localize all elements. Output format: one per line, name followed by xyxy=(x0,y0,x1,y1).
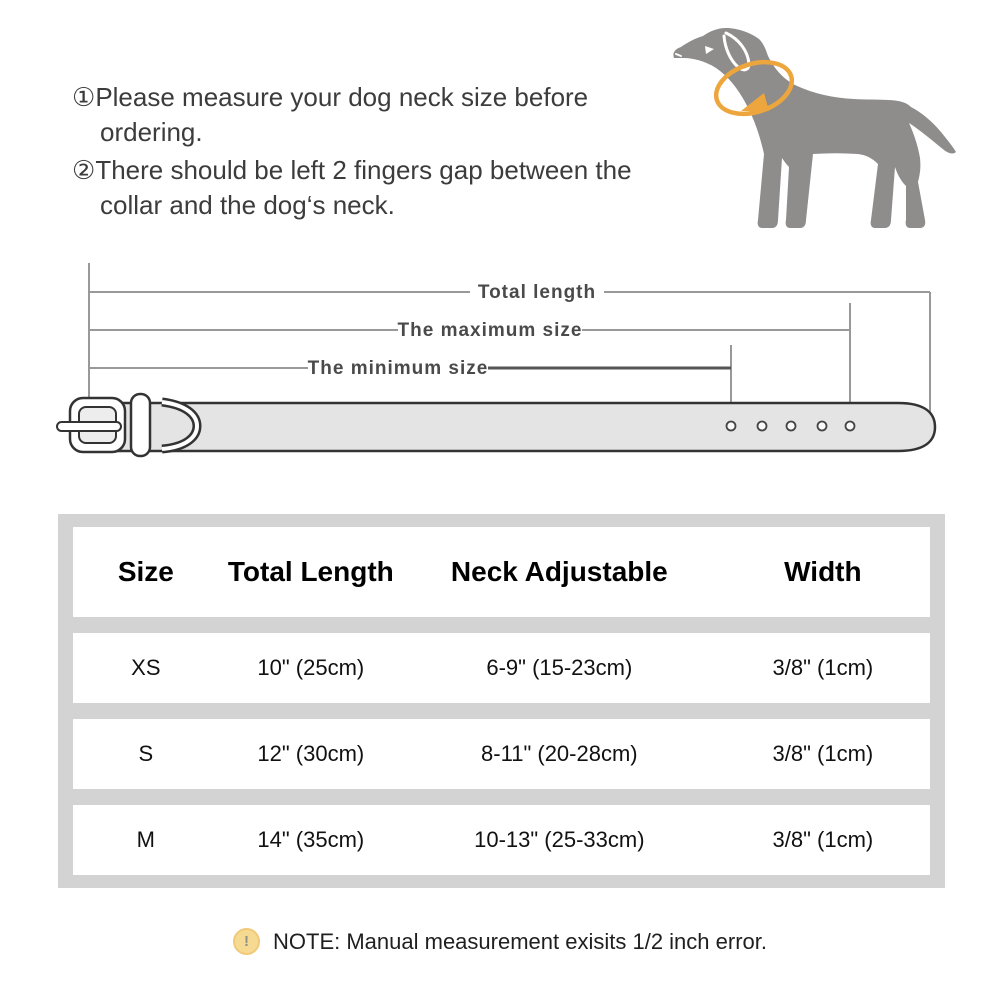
maximum-size-line xyxy=(89,320,850,341)
circled-number-1: ① xyxy=(72,82,96,112)
table-row-s xyxy=(73,719,930,789)
column-header-total-length: Total Length xyxy=(227,556,394,587)
collar-hole xyxy=(846,422,855,431)
size-chart-header-row xyxy=(73,527,930,617)
cell-width: 3/8" (1cm) xyxy=(772,741,874,766)
circled-number-2: ② xyxy=(72,155,96,185)
cell-total-length: 10" (25cm) xyxy=(257,655,365,680)
instruction-item-2 xyxy=(72,153,657,223)
collar-hole xyxy=(787,422,796,431)
collar-measurement-diagram xyxy=(0,255,1000,475)
cell-width: 3/8" (1cm) xyxy=(772,827,874,852)
instruction-text-2: There should be left 2 fingers gap between the collar and the dog‘s neck. xyxy=(95,155,632,220)
dog-silhouette-icon xyxy=(648,6,980,256)
cell-neck-adjustable: 10-13" (25-33cm) xyxy=(474,827,645,852)
cell-neck-adjustable: 6-9" (15-23cm) xyxy=(486,655,633,680)
total-length-line xyxy=(89,282,930,303)
collar-hole xyxy=(727,422,736,431)
cell-size: S xyxy=(138,741,154,766)
instruction-item-1 xyxy=(72,80,657,150)
cell-total-length: 14" (35cm) xyxy=(257,827,365,852)
collar-hole xyxy=(758,422,767,431)
buckle-prong-icon xyxy=(57,422,121,431)
dog-illustration xyxy=(648,6,980,256)
minimum-size-line xyxy=(89,358,731,379)
total-length-label: Total length xyxy=(477,282,597,303)
collar-diagram-svg xyxy=(0,255,1000,475)
exclamation-icon: ! xyxy=(233,928,260,955)
note-text: NOTE: Manual measurement exisits 1/2 inch error. xyxy=(273,928,767,954)
cell-total-length: 12" (30cm) xyxy=(257,741,365,766)
measuring-instructions xyxy=(72,80,657,226)
cell-size: XS xyxy=(131,655,161,680)
instruction-text-1: Please measure your dog neck size before ordering. xyxy=(95,82,589,147)
minimum-size-label: The minimum size xyxy=(307,358,489,379)
collar-illustration xyxy=(57,394,935,456)
column-header-neck-adjustable: Neck Adjustable xyxy=(450,556,668,587)
table-row-xs xyxy=(73,633,930,703)
dog-body-shape xyxy=(673,28,956,228)
measurement-note xyxy=(0,928,1000,955)
maximum-size-label: The maximum size xyxy=(397,320,583,341)
keeper-loop-icon xyxy=(131,394,150,456)
cell-neck-adjustable: 8-11" (20-28cm) xyxy=(481,741,638,766)
column-header-size: Size xyxy=(117,556,174,587)
cell-width: 3/8" (1cm) xyxy=(772,655,874,680)
cell-size: M xyxy=(136,827,155,852)
collar-strap xyxy=(103,403,935,451)
column-header-width: Width xyxy=(784,556,862,587)
collar-hole xyxy=(818,422,827,431)
table-row-m xyxy=(73,805,930,875)
size-chart-table xyxy=(58,514,945,888)
